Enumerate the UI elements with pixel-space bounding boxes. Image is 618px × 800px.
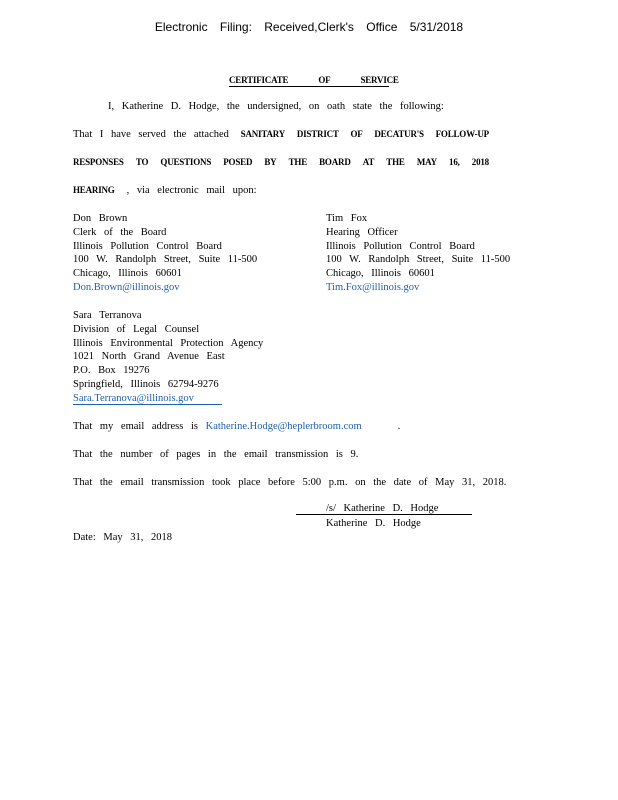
recipient-address: 100 W. Randolph Street, Suite 11-500 xyxy=(73,254,258,266)
caption-line-1 xyxy=(73,129,489,140)
recipient-city: Chicago, Illinois 60601 xyxy=(73,268,182,280)
certificate-title xyxy=(229,75,399,87)
recipient-address: 100 W. Randolph Street, Suite 11-500 xyxy=(326,254,511,266)
title-word: CERTIFICATE xyxy=(229,75,289,85)
recipient-po-box: P.O. Box 19276 xyxy=(73,365,150,377)
caption-word: OF xyxy=(350,129,363,139)
caption-word: QUESTIONS xyxy=(160,157,212,167)
caption-word: TO xyxy=(135,157,149,167)
caption-word: FOLLOW-UP xyxy=(435,129,489,139)
recipient-address: 1021 North Grand Avenue East xyxy=(73,351,225,363)
signature-line: /s/ Katherine D. Hodge xyxy=(296,503,472,515)
email-statement xyxy=(73,421,400,432)
title-word: SERVICE xyxy=(360,75,399,85)
caption-word: THE xyxy=(386,157,405,167)
signer-name: Katherine D. Hodge xyxy=(326,518,421,529)
recipient-name: Sara Terranova xyxy=(73,310,142,321)
recipient-title: Hearing Officer xyxy=(326,226,398,238)
intro-statement: I, Katherine D. Hodge, the undersigned, on oath state the following: xyxy=(108,101,444,112)
date-line: Date: May 31, 2018 xyxy=(73,532,172,543)
recipient-block xyxy=(73,212,257,295)
time-statement: That the email transmission took place before 5:00 p.m. on the date of May 31, 2018. xyxy=(73,477,507,488)
recipient-email-link[interactable]: Sara.Terranova@illinois.gov xyxy=(73,393,222,405)
caption-word: THE xyxy=(288,157,308,167)
caption-word: DECATUR'S xyxy=(374,129,424,139)
caption-word: POSED xyxy=(223,157,253,167)
recipient-org: Illinois Pollution Control Board xyxy=(326,240,475,252)
caption-word: MAY xyxy=(416,157,437,167)
title-word: OF xyxy=(318,75,331,85)
recipient-org: Illinois Pollution Control Board xyxy=(73,240,222,252)
caption-word: HEARING xyxy=(73,185,115,195)
caption-line-2 xyxy=(73,157,489,167)
caption-word: BOARD xyxy=(319,157,351,167)
caption-word: AT xyxy=(362,157,375,167)
recipient-email-link[interactable]: Tim.Fox@illinois.gov xyxy=(326,281,420,293)
caption-word: SANITARY xyxy=(240,129,286,139)
caption-rest: , via electronic mail upon: xyxy=(126,185,257,196)
caption-word: DISTRICT xyxy=(296,129,339,139)
caption-line-3 xyxy=(73,185,257,196)
recipient-title: Division of Legal Counsel xyxy=(73,323,200,335)
recipient-block xyxy=(326,212,510,295)
recipient-title: Clerk of the Board xyxy=(73,226,167,238)
recipient-city: Chicago, Illinois 60601 xyxy=(326,268,435,280)
caption-word: RESPONSES xyxy=(73,157,124,167)
recipient-name: Tim Fox xyxy=(326,213,368,224)
filing-stamp: Electronic Filing: Received,Clerk's Office 5/31/2018 xyxy=(154,20,464,34)
recipient-org: Illinois Environmental Protection Agency xyxy=(73,337,264,349)
caption-word: 2018 xyxy=(471,157,489,167)
recipient-name: Don Brown xyxy=(73,213,128,224)
email-prefix: That my email address is xyxy=(73,421,198,432)
recipient-email-link[interactable]: Don.Brown@illinois.gov xyxy=(73,281,180,293)
email-suffix: . xyxy=(397,421,401,432)
caption-word: BY xyxy=(264,157,277,167)
recipient-block xyxy=(73,309,263,406)
served-prefix: That I have served the attached xyxy=(73,129,229,140)
pages-statement: That the number of pages in the email transmission is 9. xyxy=(73,449,359,460)
sender-email-link[interactable]: Katherine.Hodge@heplerbroom.com xyxy=(205,421,362,432)
recipient-city: Springfield, Illinois 62794-9276 xyxy=(73,378,219,390)
caption-word: 16, xyxy=(449,157,460,167)
